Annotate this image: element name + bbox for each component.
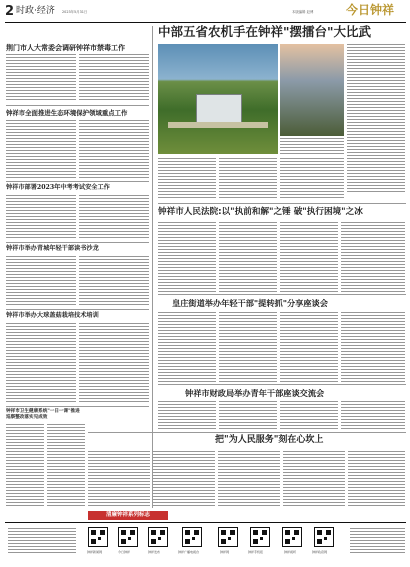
qr-label: 钟祥政府网 xyxy=(312,550,328,554)
headline-a9: 钟祥市财政局举办青年干部座谈交流会 xyxy=(185,388,325,398)
headline-a1: 荆门市人大常委会调研钟祥市禁毒工作 xyxy=(6,43,125,52)
qr-code-icon xyxy=(250,527,270,547)
qr-code-icon xyxy=(218,527,238,547)
headline-a5: 钟祥市举办大球盖菇栽培技术培训 xyxy=(6,312,99,319)
qr-code-icon xyxy=(88,527,108,547)
qr-code-icon xyxy=(314,527,334,547)
headline-a3: 钟祥市部署2023年中考考试安全工作 xyxy=(6,184,110,191)
qr-code-icon xyxy=(282,527,302,547)
header-rule xyxy=(5,22,406,23)
qr-label: 钟祥发布 xyxy=(148,550,161,554)
qr-code-icon xyxy=(118,527,138,547)
red-banner xyxy=(88,511,168,520)
qr-label: 钟祥视听 xyxy=(284,550,297,554)
headline-a10: 把"为人民服务"刻在心坎上 xyxy=(215,435,324,445)
photo-event-crowd xyxy=(280,44,344,136)
qr-label: 钟祥网 xyxy=(220,550,230,554)
headline-a7: 钟祥市人民法院:以"执前和解"之锤 破"执行困境"之冰 xyxy=(158,207,363,217)
main-headline: 中部五省农机手在钟祥"摆擂台"大比武 xyxy=(158,24,372,39)
headline-a8: 皇庄街道举办年轻干部"提转抓"分享座谈会 xyxy=(172,298,328,308)
editor-line: 本版编辑 赵博 xyxy=(292,10,314,14)
banner-label: 清廉钟祥系列标志 xyxy=(105,512,150,518)
main-photo-tractor xyxy=(158,44,278,154)
headline-a2: 钟祥市全面推进生态环境保护领域重点工作 xyxy=(6,109,128,117)
headline-a4: 钟祥市举办青城年轻干部读书沙龙 xyxy=(6,245,99,252)
section-name: 时政·经济 xyxy=(16,6,55,16)
qr-label: 钟祥新闻网 xyxy=(87,550,103,554)
masthead: 今日钟祥 xyxy=(346,3,395,17)
headline-a6: 钟祥市卫生健康系统"一日一课"推进巡察整改落实见成效 xyxy=(6,409,80,420)
qr-label: 今日钟祥 xyxy=(118,550,131,554)
qr-label: 钟祥手机报 xyxy=(248,550,264,554)
date-line: 2023年5月31日 xyxy=(62,10,88,14)
page-number: 2 xyxy=(5,4,15,19)
qr-code-icon xyxy=(182,527,202,547)
qr-code-icon xyxy=(148,527,168,547)
qr-label: 钟祥广播电视台 xyxy=(178,550,200,554)
